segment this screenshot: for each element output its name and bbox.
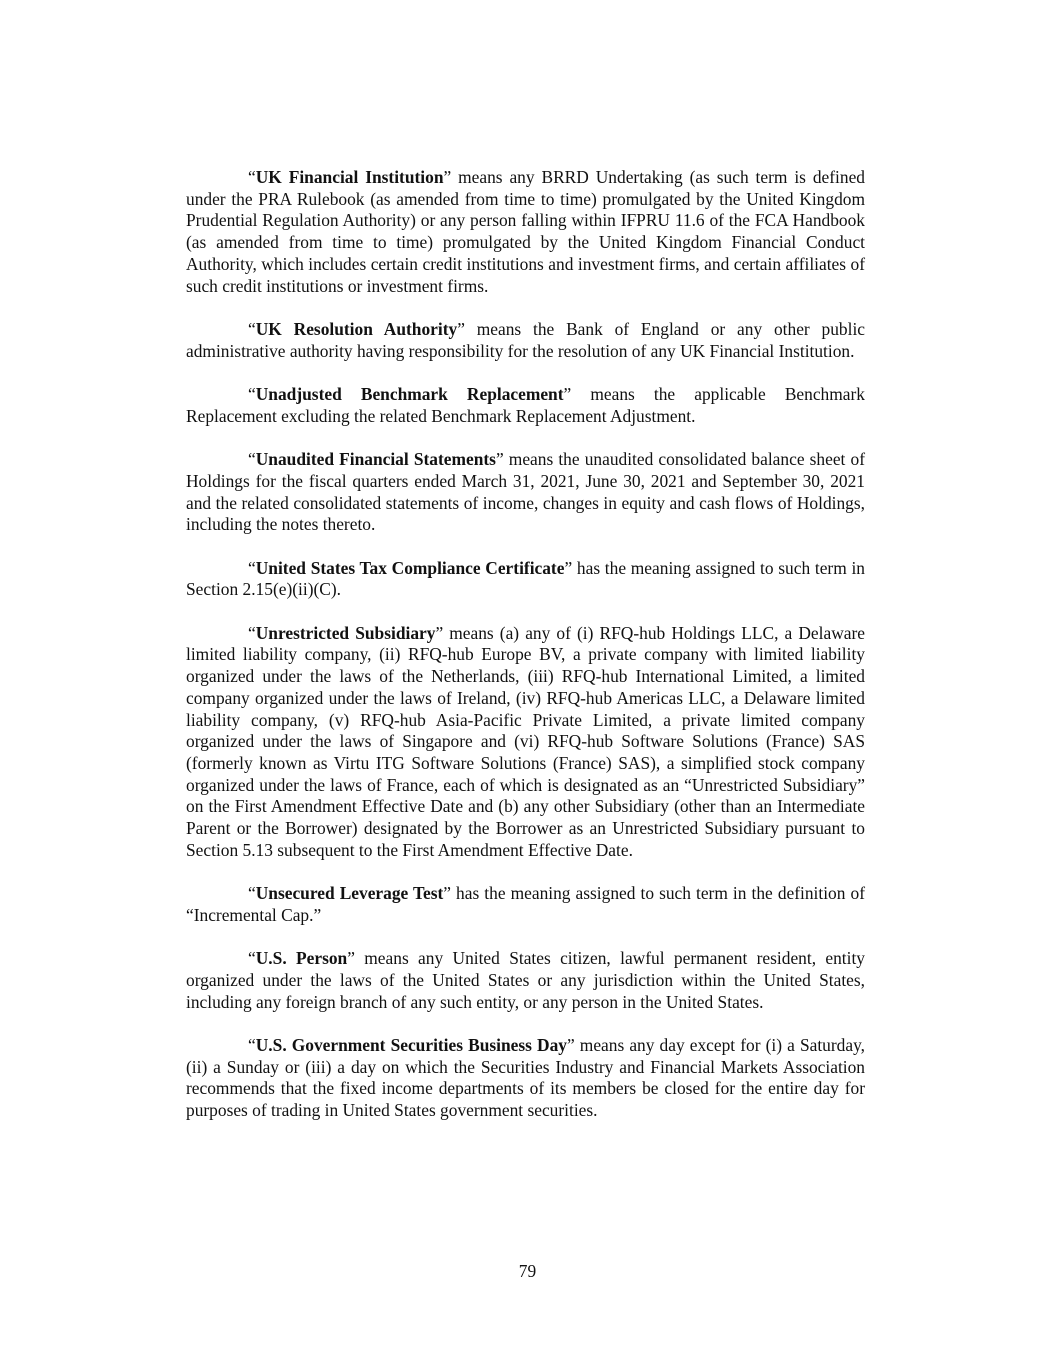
definition-text: ” means any day except for (i) a Saturday, (ii) a Sunday or (iii) a day on which the Securities Industry and Financial Markets Association recommends that the fixed income departments of its members be closed for the entire day for purposes of trading in United States government securities. (186, 1035, 865, 1121)
open-quote: “ (248, 318, 256, 339)
defined-term: Unadjusted Benchmark Replacement (255, 384, 564, 404)
definition-text: ” has the meaning assigned to such term in the definition of “Incremental Cap.” (186, 883, 865, 925)
open-quote: “ (248, 449, 256, 470)
definition-unaudited-financial-statements (186, 449, 865, 536)
defined-term: Unaudited Financial Statements (255, 449, 496, 470)
defined-term: U.S. Government Securities Business Day (255, 1035, 567, 1055)
definition-text: ” means the Bank of England or any other public administrative authority having responsibility for the resolution of any UK Financial Institution. (186, 318, 866, 361)
open-quote: “ (248, 883, 256, 904)
definition-uk-financial-institution (186, 167, 865, 297)
definition-unsecured-leverage-test (186, 883, 865, 926)
document-body (186, 167, 865, 1144)
defined-term: UK Resolution Authority (255, 318, 458, 339)
definition-text: ” means any United States citizen, lawful permanent resident, entity organized under the laws of the United States or any jurisdiction within the United States, including any foreign branch of any such entity, or any person in the United States. (186, 948, 865, 1012)
definition-text: ” means any BRRD Undertaking (as such term is defined under the PRA Rulebook (as amended from time to time) promulgated by the United Kingdom Prudential Regulation Authority) or any person falling within IFPRU 11.6 of the FCA Handbook (as amended from time to time) promulgated by the United Kingdom Financial Conduct Authority, which includes certain credit institutions and investment firms, and certain affiliates of such credit institutions or investment firms. (186, 167, 865, 296)
page-number: 79 (518, 1261, 537, 1281)
definition-us-government-securities-business-day (186, 1035, 865, 1122)
open-quote: “ (248, 1035, 256, 1055)
definition-uk-resolution-authority (186, 319, 865, 362)
open-quote: “ (248, 622, 256, 643)
definition-text: ” means (a) any of (i) RFQ-hub Holdings LLC, a Delaware limited liability company, (ii) RFQ-hub Europe BV, a private company with limited liability organized under the laws of the Netherlands, (iii) RFQ-hub International Limited, a limited company organized under the laws of Ireland, (iv) RFQ-hub Americas LLC, a Delaware limited liability company, (v) RFQ-hub Asia-Pacific Private Limited, a private limited company organized under the laws of Singapore and (vi) RFQ-hub Software Solutions (France) SAS (formerly known as Virtu ITG Software Solutions (France) SAS), a simplified stock company organized under the laws of France, each of which is designated as an “Unrestricted Subsidiary” on the First Amendment Effective Date and (b) any other Subsidiary (other than an Intermediate Parent or the Borrower) designated by the Borrower as an Unrestricted Subsidiary pursuant to Section 5.13 subsequent to the First Amendment Effective Date. (186, 622, 865, 860)
definition-text: ” has the meaning assigned to such term in Section 2.15(e)(ii)(C). (186, 557, 865, 600)
definition-text: ” means the unaudited consolidated balance sheet of Holdings for the fiscal quarters ended March 31, 2021, June 30, 2021 and September 30, 2021 and the related consolidated statements of income, changes in equity and cash flows of Holdings, including the notes thereto. (186, 449, 866, 535)
defined-term: Unsecured Leverage Test (255, 883, 444, 904)
definition-us-person (186, 948, 865, 1013)
open-quote: “ (248, 948, 256, 969)
definition-us-tax-compliance-certificate (186, 558, 865, 601)
definition-unrestricted-subsidiary (186, 623, 865, 862)
definition-text: ” means the applicable Benchmark Replacement excluding the related Benchmark Replacement Adjustment. (186, 384, 865, 426)
defined-term: United States Tax Compliance Certificate (255, 557, 565, 578)
open-quote: “ (248, 384, 256, 404)
defined-term: Unrestricted Subsidiary (255, 622, 436, 643)
defined-term: UK Financial Institution (255, 167, 444, 187)
open-quote: “ (248, 167, 256, 187)
open-quote: “ (248, 557, 256, 578)
definition-unadjusted-benchmark-replacement (186, 384, 865, 427)
defined-term: U.S. Person (255, 948, 348, 969)
